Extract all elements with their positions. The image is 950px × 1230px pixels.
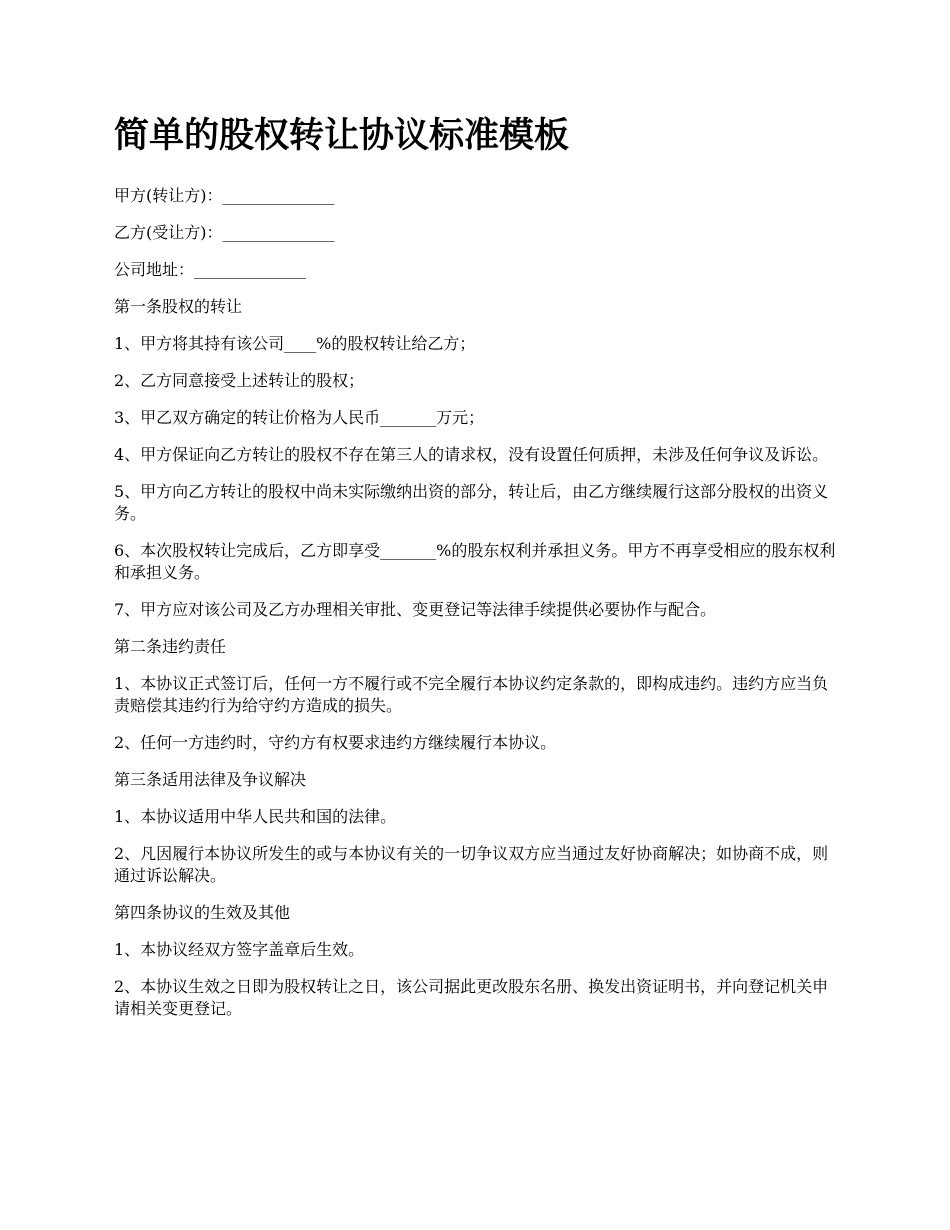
clause-1-2: 2、乙方同意接受上述转让的股权； [114, 371, 365, 390]
company-address-line: 公司地址：______________ [114, 260, 307, 279]
section-heading-2: 第二条违约责任 [114, 637, 227, 656]
party-b-line: 乙方(受让方)：______________ [114, 223, 335, 242]
clause-4-1: 1、本协议经双方签字盖章后生效。 [114, 940, 365, 959]
clause-1-5: 5、甲方向乙方转让的股权中尚未实际缴纳出资的部分，转让后，由乙方继续履行这部分股权的出资义务。 [114, 482, 829, 523]
document-body [114, 110, 836, 1035]
section-heading-4: 第四条协议的生效及其他 [114, 903, 291, 922]
clause-2-2: 2、任何一方违约时，守约方有权要求违约方继续履行本协议。 [114, 733, 557, 752]
clause-4-2: 2、本协议生效之日即为股权转让之日，该公司据此更改股东名册、换发出资证明书，并向登记机关申请相关变更登记。 [114, 977, 829, 1018]
clause-1-4: 4、甲方保证向乙方转让的股权不存在第三人的请求权，没有设置任何质押，未涉及任何争议及诉讼。 [114, 445, 829, 464]
clause-3-2: 2、凡因履行本协议所发生的或与本协议有关的一切争议双方应当通过友好协商解决；如协商不成，则通过诉讼解决。 [114, 844, 829, 885]
clause-1-3: 3、甲乙双方确定的转让价格为人民币_______万元； [114, 408, 485, 427]
section-heading-3: 第三条适用法律及争议解决 [114, 770, 307, 789]
clause-1-6: 6、本次股权转让完成后，乙方即享受_______%的股东权利并承担义务。甲方不再享受相应的股东权利和承担义务。 [114, 541, 836, 582]
clause-1-1: 1、甲方将其持有该公司____%的股权转让给乙方； [114, 334, 476, 353]
clause-3-1: 1、本协议适用中华人民共和国的法律。 [114, 807, 397, 826]
document-title: 简单的股权转让协议标准模板 [114, 115, 570, 156]
section-heading-1: 第一条股权的转让 [114, 297, 243, 316]
clause-2-1: 1、本协议正式签订后，任何一方不履行或不完全履行本协议约定条款的，即构成违约。违约方应当负责赔偿其违约行为给守约方造成的损失。 [114, 674, 829, 715]
clause-1-7: 7、甲方应对该公司及乙方办理相关审批、变更登记等法律手续提供必要协作与配合。 [114, 600, 717, 619]
party-a-line: 甲方(转让方)：______________ [114, 186, 335, 205]
